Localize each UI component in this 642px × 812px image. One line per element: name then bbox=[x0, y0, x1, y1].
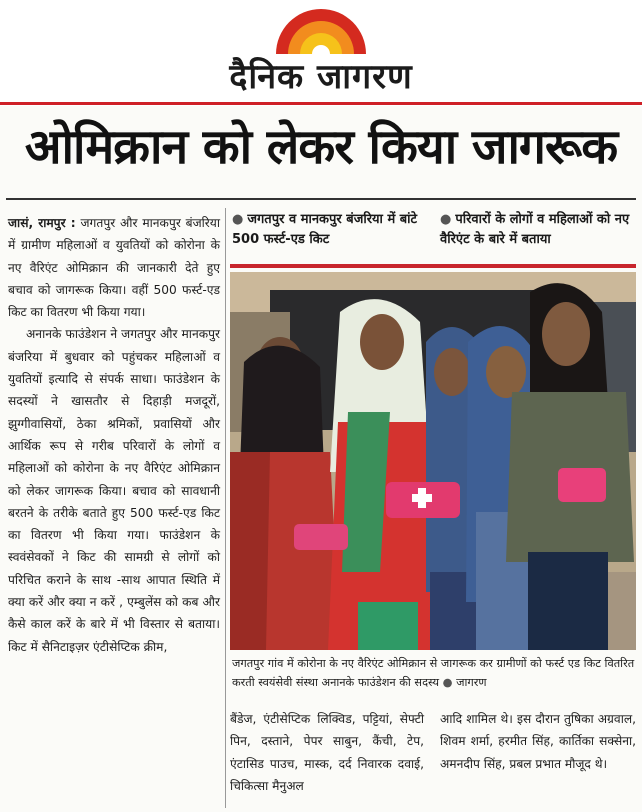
highlight-2 bbox=[440, 210, 636, 250]
article-right-column bbox=[440, 708, 636, 775]
headline-rule bbox=[6, 198, 636, 200]
body-paragraph: बैंडेज, एंटीसेप्टिक लिक्विड, पट्टियां, सेफ्टी पिन, दस्ताने, पेपर साबुन, कैंची, टेप, एंटासिड पाउच, मास्क, दर्द निवारक दवाई, चिकित्सा मैनुअल bbox=[230, 712, 424, 793]
intro-paragraph bbox=[8, 212, 220, 323]
bullet-icon: ● bbox=[232, 212, 244, 227]
photo-credit: जागरण bbox=[456, 676, 487, 689]
caption-text: जगतपुर गांव में कोरोना के नए वैरिएंट ओमिक्रान से जागरूक कर ग्रामीणों को फर्स्ट एड किट वितरित करती स्वयंसेवी संस्था अनानके फाउंडेशन की सदस्य bbox=[232, 657, 635, 689]
masthead-title: दैनिक जागरण bbox=[229, 57, 413, 97]
intro-text: जगतपुर और मानकपुर बंजरिया में ग्रामीण महिलाओं व युवतियों को कोरोना के नए वैरिएंट ओमिक्रान की जानकारी देते हुए बचाव को जागरूक किया। वहीं 500 फर्स्ट-एड किट का वितरण भी किया गया। bbox=[8, 216, 220, 320]
bullet-icon: ● bbox=[440, 212, 452, 227]
bullet-icon: ● bbox=[442, 676, 453, 689]
first-aid-kit-icon bbox=[294, 524, 348, 550]
body-paragraph: अनानके फाउंडेशन ने जगतपुर और मानकपुर बंजरिया में बुधवार को पहुंचकर महिलाओं व युवतियों इत्यादि से संपर्क साधा। फाउंडेशन के सदस्यों ने खासतौर से दिहाड़ी मजदूरों, झुग्गीवासियों, ठेका श्रमिकों, प्रवासियों और आर्थिक रूप से गरीब परिवारों के लोगों व महिलाओं को कोरोना के नए वैरिएंट ओमिक्रान को लेकर जागरूक किया। बचाव को सावधानी बरतने के तरीके बताते हुए 500 फर्स्ट-एड किट का वितरण भी किया गया। फाउंडेशन के स्ववंसेवकों ने किट की सामग्री से लोगों को परिचित कराने के साथ -साथ आपात स्थिति में क्या करें और क्या न करें , एम्बुलेंस को कब और कैसे काल करें के बारे में भी विस्तार से बताया। किट में सैनिटाइज़र एंटीसेप्टिक क्रीम, bbox=[8, 327, 220, 654]
masthead bbox=[0, 0, 642, 106]
dateline: जासं, रामपुर : bbox=[8, 216, 76, 230]
photo-caption bbox=[232, 654, 636, 692]
first-aid-kit-icon bbox=[386, 482, 460, 518]
photo-top-band bbox=[230, 264, 636, 268]
headline: ओमिक्रान को लेकर किया जागरूक bbox=[24, 119, 618, 175]
article-left-column bbox=[8, 212, 220, 658]
sun-logo-icon bbox=[272, 6, 370, 54]
article-middle-column bbox=[230, 708, 424, 797]
column-divider bbox=[225, 208, 226, 808]
body-paragraph: आदि शामिल थे। इस दौरान तुषिका अग्रवाल, शिवम शर्मा, हरमीत सिंह, कार्तिका सक्सेना, अमनदीप सिंह, प्रबल प्रभात मौजूद थे। bbox=[440, 712, 636, 771]
first-aid-kit-icon bbox=[558, 468, 606, 502]
highlight-1 bbox=[232, 210, 428, 250]
news-photo bbox=[230, 272, 636, 650]
highlight-text: जगतपुर व मानकपुर बंजरिया में बांटे 500 फर्स्ट-एड किट bbox=[232, 212, 418, 247]
highlight-text: परिवारों के लोगों व महिलाओं को नए वैरिएंट के बारे में बताया bbox=[440, 212, 630, 247]
masthead-rule bbox=[0, 102, 642, 105]
